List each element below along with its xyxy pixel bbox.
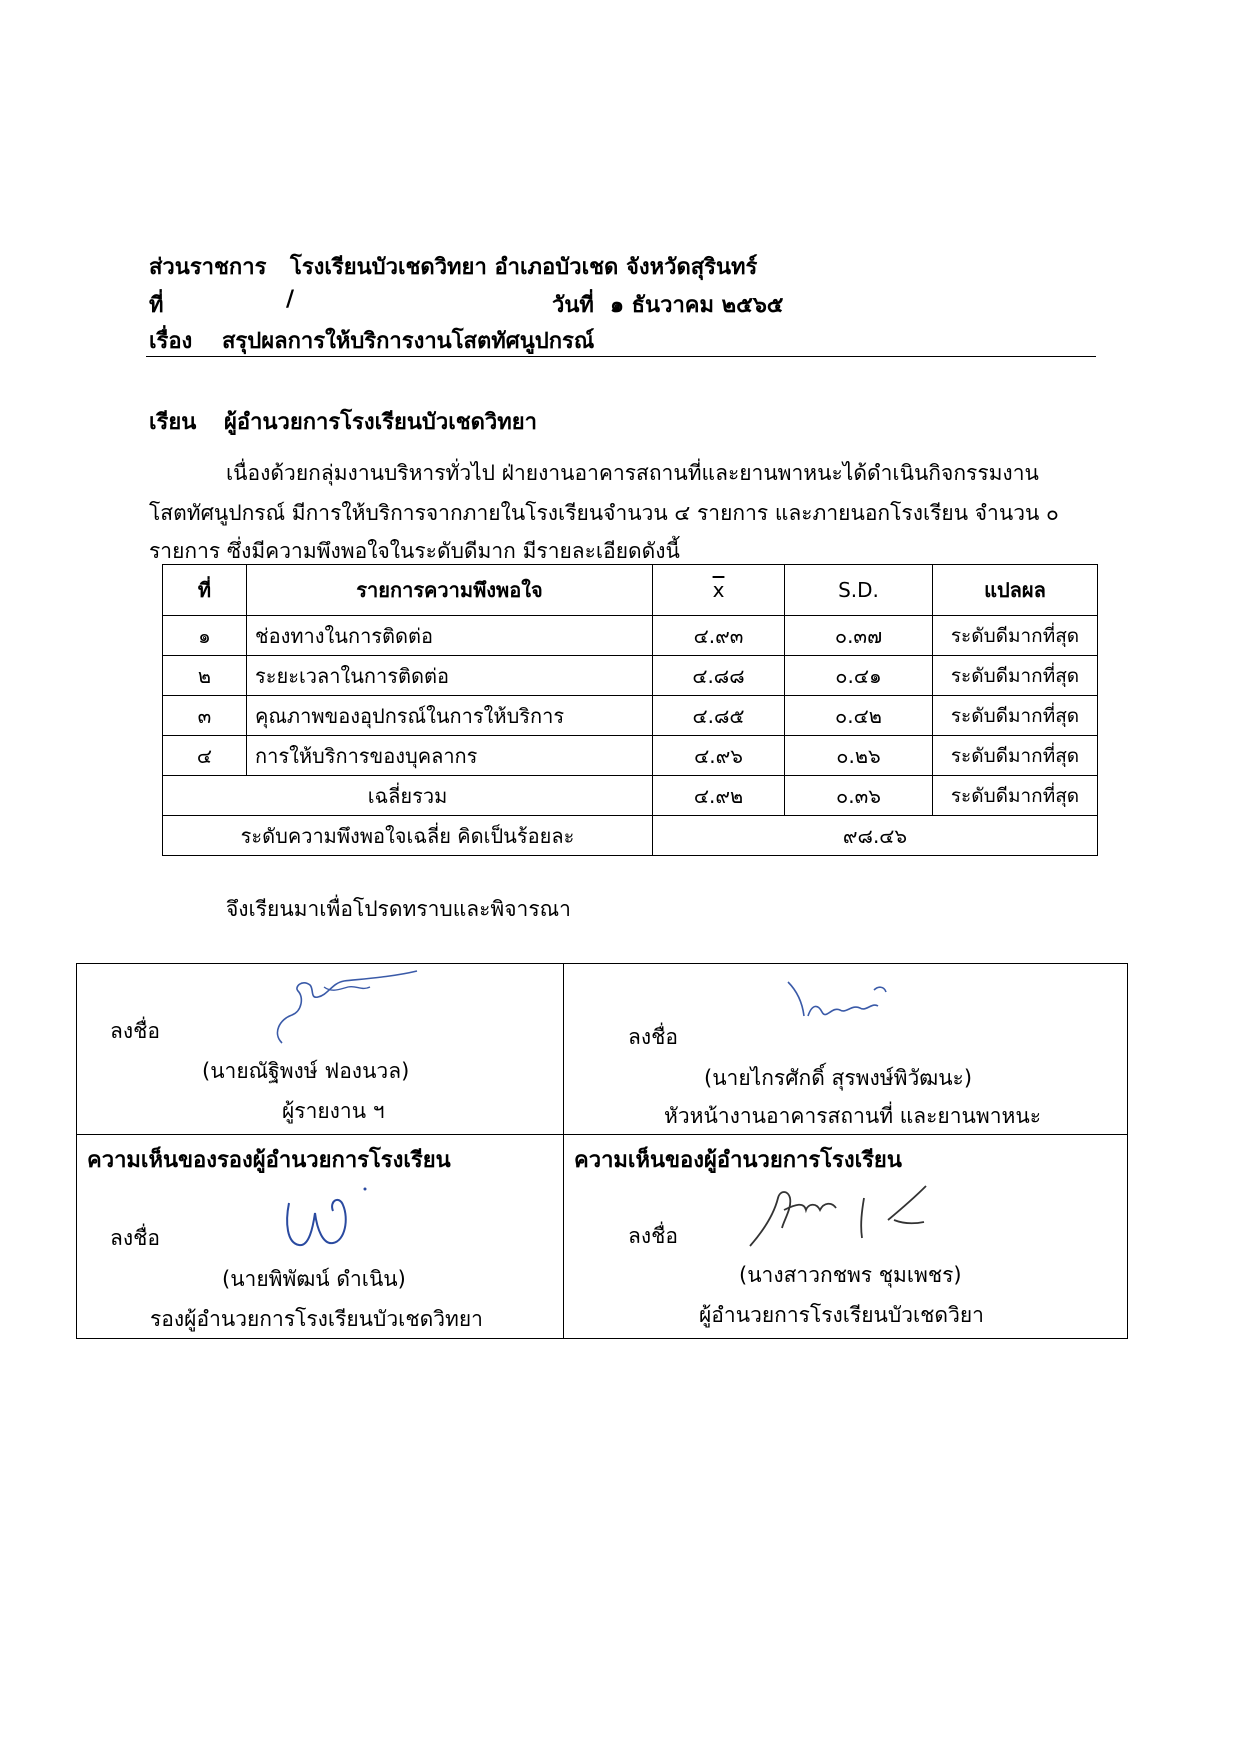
cell-result: ระดับดีมากที่สุด (933, 696, 1098, 736)
header-rule (146, 356, 1096, 357)
header-item: รายการความพึงพอใจ (247, 565, 653, 616)
reporter-position: ผู้รายงาน ฯ (282, 1099, 385, 1123)
head-name: (นายไกรศักดิ์ สุรพงษ์พิวัฒนะ) (704, 1066, 973, 1090)
deputy-sign-label: ลงชื่อ (110, 1226, 160, 1250)
reporter-cell (77, 964, 564, 1135)
satisfaction-table (162, 564, 1098, 856)
cell-result: ระดับดีมากที่สุด (933, 736, 1098, 776)
cell-no: ๑ (163, 616, 247, 656)
agency-label: ส่วนราชการ (149, 255, 267, 280)
cell-sd: ๐.๒๖ (785, 736, 933, 776)
cell-sd: ๐.๔๑ (785, 656, 933, 696)
body-line-1: เนื่องด้วยกลุ่มงานบริหารทั่วไป ฝ่ายงานอาคารสถานที่และยานพาหนะได้ดำเนินกิจกรรมงาน (226, 461, 1039, 485)
to-value: ผู้อำนวยการโรงเรียนบัวเชดวิทยา (224, 410, 538, 435)
cell-mean: ๔.๙๖ (653, 736, 785, 776)
header-mean (653, 565, 785, 616)
average-mean: ๔.๙๒ (653, 776, 785, 816)
director-signature (744, 1180, 934, 1250)
average-label: เฉลี่ยรวม (163, 776, 653, 816)
reporter-signature (252, 967, 467, 1049)
average-result: ระดับดีมากที่สุด (933, 776, 1098, 816)
cell-no: ๓ (163, 696, 247, 736)
agency-value: โรงเรียนบัวเชดวิทยา อำเภอบัวเชด จังหวัดสุรินทร์ (290, 255, 758, 280)
cell-item: การให้บริการของบุคลากร (247, 736, 653, 776)
deputy-cell (77, 1135, 564, 1339)
cell-mean: ๔.๘๘ (653, 656, 785, 696)
percent-row (163, 816, 1098, 856)
header-sd: S.D. (785, 565, 933, 616)
head-signature (782, 976, 892, 1034)
header-no: ที่ (163, 565, 247, 616)
deputy-position: รองผู้อำนวยการโรงเรียนบัวเชดวิทยา (150, 1307, 483, 1331)
to-label: เรียน (149, 410, 197, 435)
subject-label: เรื่อง (149, 329, 193, 354)
head-position: หัวหน้างานอาคารสถานที่ และยานพาหนะ (664, 1104, 1041, 1128)
head-cell (564, 964, 1128, 1135)
body-line-3: รายการ ซึ่งมีความพึงพอใจในระดับดีมาก มีรายละเอียดดังนี้ (149, 539, 680, 563)
cell-sd: ๐.๔๒ (785, 696, 933, 736)
director-sign-label: ลงชื่อ (628, 1224, 678, 1248)
percent-value: ๙๘.๔๖ (653, 816, 1098, 856)
director-name: (นางสาวกชพร ชุมเพชร) (739, 1263, 962, 1287)
date-label: วันที่ (552, 293, 594, 318)
percent-label: ระดับความพึงพอใจเฉลี่ย คิดเป็นร้อยละ (163, 816, 653, 856)
table-row (163, 696, 1098, 736)
cell-item: ช่องทางในการติดต่อ (247, 616, 653, 656)
table-header-row (163, 565, 1098, 616)
cell-mean: ๔.๙๓ (653, 616, 785, 656)
header-result: แปลผล (933, 565, 1098, 616)
table-row (163, 616, 1098, 656)
reporter-sign-label: ลงชื่อ (110, 1019, 160, 1043)
cell-no: ๔ (163, 736, 247, 776)
average-sd: ๐.๓๖ (785, 776, 933, 816)
cell-result: ระดับดีมากที่สุด (933, 616, 1098, 656)
ref-label: ที่ (149, 293, 164, 318)
cell-item: ระยะเวลาในการติดต่อ (247, 656, 653, 696)
deputy-name: (นายพิพัฒน์ ดำเนิน) (222, 1267, 406, 1291)
cell-sd: ๐.๓๗ (785, 616, 933, 656)
head-sign-label: ลงชื่อ (628, 1025, 678, 1049)
ref-slash: / (286, 287, 295, 312)
cell-mean: ๔.๘๕ (653, 696, 785, 736)
table-row (163, 736, 1098, 776)
closing-text: จึงเรียนมาเพื่อโปรดทราบและพิจารณา (226, 897, 571, 921)
cell-result: ระดับดีมากที่สุด (933, 656, 1098, 696)
body-line-2: โสตทัศนูปกรณ์ มีการให้บริการจากภายในโรงเรียนจำนวน ๔ รายการ และภายนอกโรงเรียน จำนวน ๐ (149, 501, 1059, 525)
average-row (163, 776, 1098, 816)
deputy-heading: ความเห็นของรองผู้อำนวยการโรงเรียน (87, 1148, 451, 1173)
cell-no: ๒ (163, 656, 247, 696)
director-position: ผู้อำนวยการโรงเรียนบัวเชดวิยา (699, 1303, 984, 1327)
deputy-signature (277, 1183, 372, 1253)
date-value: ๑ ธันวาคม ๒๕๖๕ (610, 293, 784, 318)
subject-value: สรุปผลการให้บริการงานโสตทัศนูปกรณ์ (222, 329, 595, 354)
director-cell (564, 1135, 1128, 1339)
reporter-name: (นายณัฐิพงษ์ ฟองนวล) (202, 1059, 410, 1083)
director-heading: ความเห็นของผู้อำนวยการโรงเรียน (574, 1148, 902, 1173)
mean-symbol: $\overline{x}$ (712, 578, 725, 602)
cell-item: คุณภาพของอุปกรณ์ในการให้บริการ (247, 696, 653, 736)
table-row (163, 656, 1098, 696)
signature-table (76, 963, 1128, 1339)
